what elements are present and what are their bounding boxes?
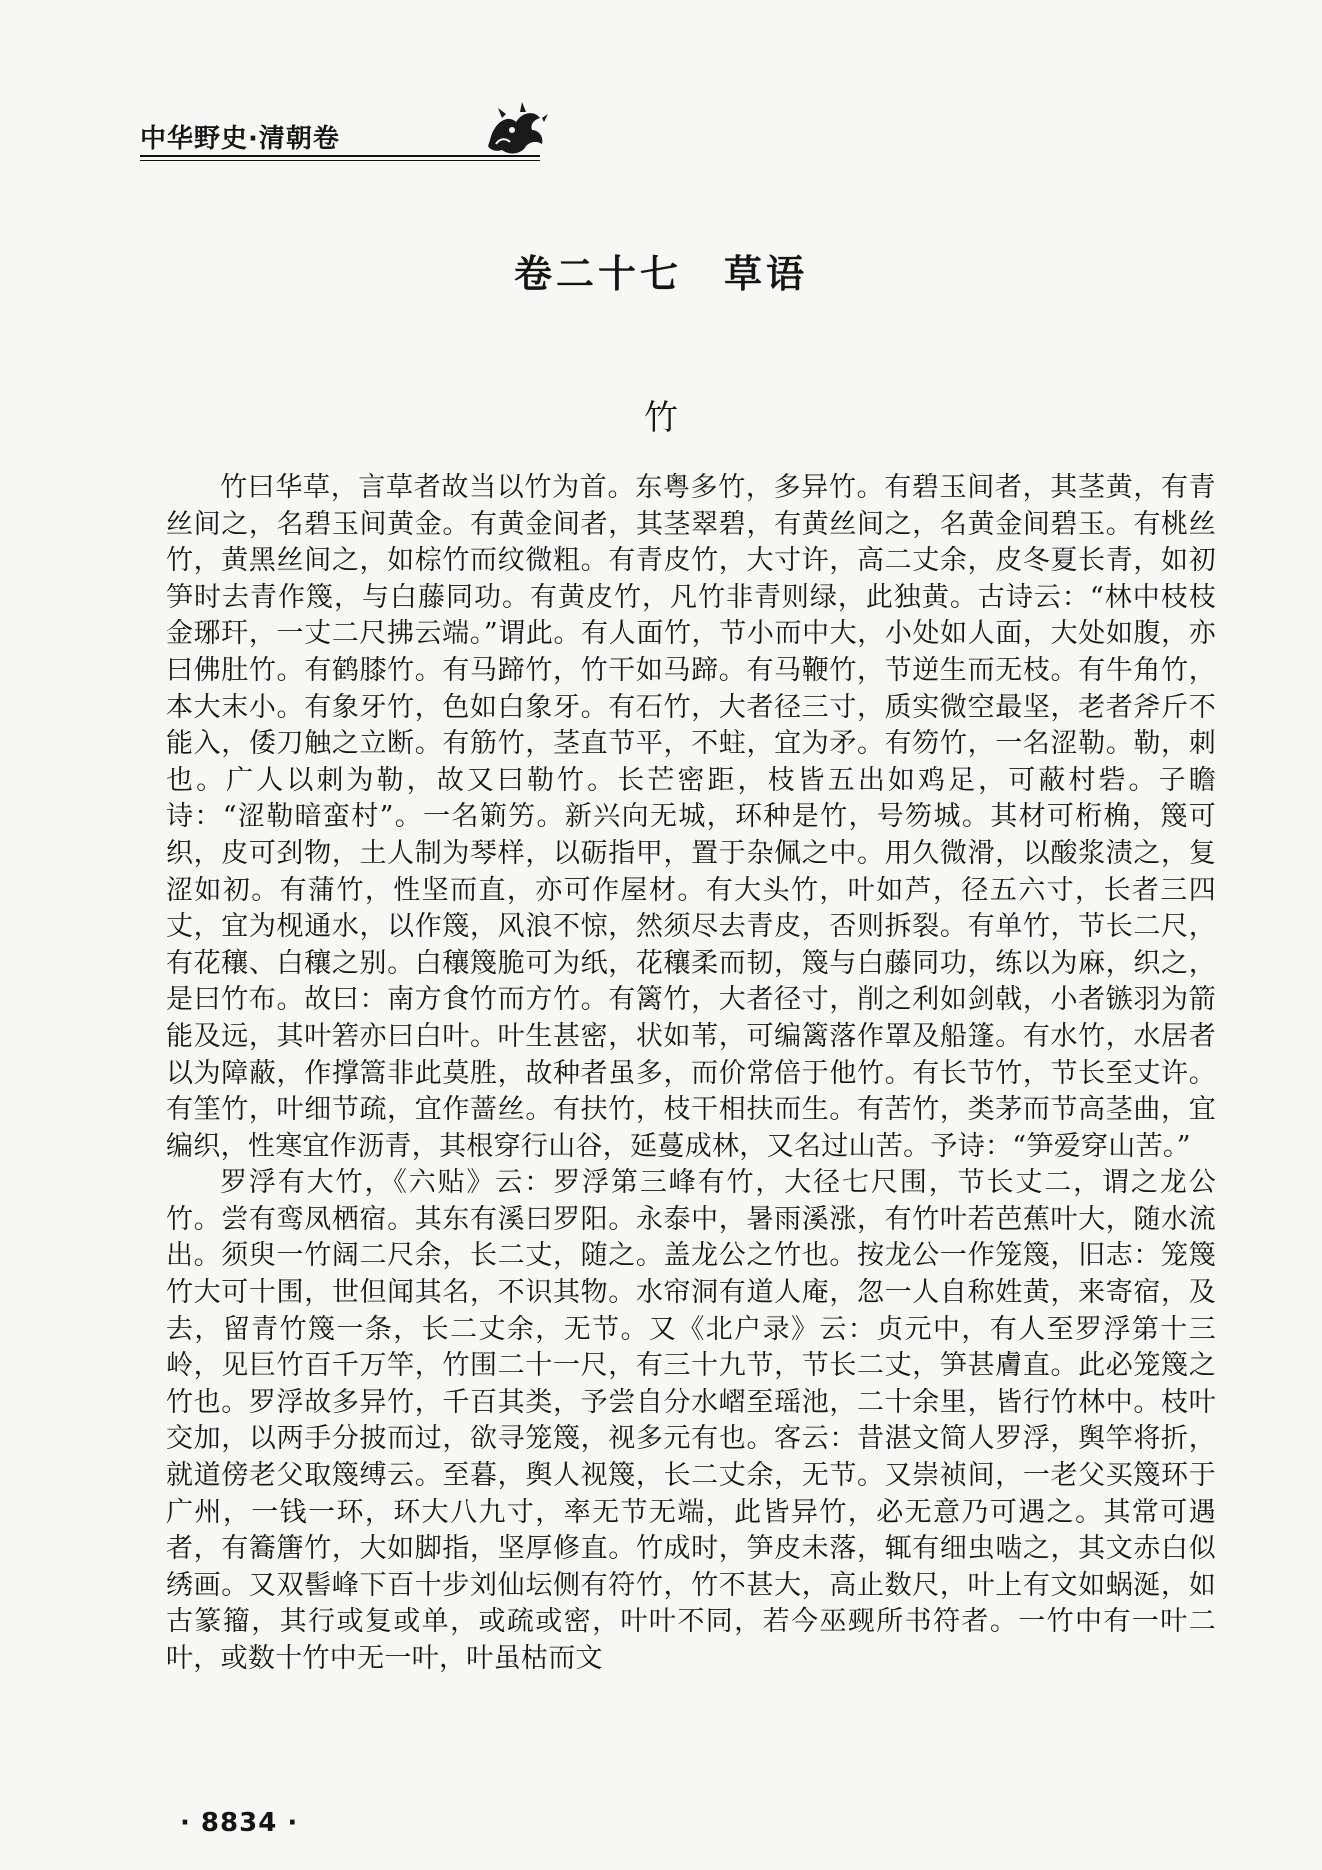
chapter-title: 卷二十七 草语 [513, 252, 808, 296]
running-header-title: 中华野史·清朝卷 [140, 124, 340, 154]
section-title: 竹 [644, 398, 678, 438]
header-rule-thin [140, 160, 540, 161]
body-text [166, 470, 1216, 1678]
dragon-emblem-icon [482, 100, 552, 160]
paragraph: 罗浮有大竹，《六贴》云：罗浮第三峰有竹，大径七尺围，节长丈二，谓之龙公竹。尝有鸾凤栖宿。其东有溪曰罗阳。永泰中，暑雨溪涨，有竹叶若芭蕉叶大，随水流出。须臾一竹阔二尺余，长二丈，随之。盖龙公之竹也。按龙公一作笼篾，旧志：笼篾竹大可十围，世但闻其名，不识其物。水帘洞有道人庵，忽一人自称姓黄，来寄宿，及去，留青竹篾一条，长二丈余，无节。又《北户录》云：贞元中，有人至罗浮第十三岭，见巨竹百千万竿，竹围二十一尺，有三十九节，节长二丈，笋甚膚直。此必笼篾之竹也。罗浮故多异竹，千百其类，予尝自分水嶍至瑶池，二十余里，皆行竹林中。枝叶交加，以两手分披而过，欲寻笼篾，视多元有也。客云：昔湛文简人罗浮，舆竿将折，就道傍老父取篾缚云。至暮，舆人视篾，长二丈余，无节。又崇祯间，一老父买篾环于广州，一钱一环，环大八九寸，率无节无端，此皆异竹，必无意乃可遇之。其常可遇者，有簥篖竹，大如脚指，坚厚修直。竹成时，笋皮未落，辄有细虫啮之，其文赤白似绣画。又双髻峰下百十步刘仙坛侧有符竹，竹不甚大，高止数尺，叶上有文如蜗涎，如古篆籀，其行或复或单，或疏或密，叶叶不同，若今巫觋所书符者。一竹中有一叶二叶，或数十竹中无一叶，叶虽枯而文 [166, 1167, 1216, 1674]
page-number: · 8834 · [180, 1808, 299, 1838]
paragraph: 竹曰华草，言草者故当以竹为首。东粤多竹，多异竹。有碧玉间者，其茎黄，有青丝间之，名碧玉间黄金。有黄金间者，其茎翠碧，有黄丝间之，名黄金间碧玉。有桃丝竹，黄黑丝间之，如棕竹而纹微粗。有青皮竹，大寸许，高二丈余，皮冬夏长青，如初笋时去青作篾，与白藤同功。有黄皮竹，凡竹非青则绿，此独黄。古诗云：“林中枝枝金琊玕，一丈二尺拂云端。”谓此。有人面竹，节小而中大，小处如人面，大处如腹，亦曰佛肚竹。有鹤膝竹。有马蹄竹，竹干如马蹄。有马鞭竹，节逆生而无枝。有牛角竹，本大末小。有象牙竹，色如白象牙。有石竹，大者径三寸，质实微空最坚，老者斧斤不能入，倭刀触之立断。有筋竹，茎直节平，不蛀，宜为矛。有笏竹，一名涩勒。勒，刺也。广人以刺为勒，故又曰勒竹。长芒密距，枝皆五出如鸡足，可蔽村砦。子瞻诗：“涩勒暗蛮村”。一名箣竻。新兴向无城，环种是竹，号笏城。其材可桁桷，篾可织，皮可刭物，土人制为琴样，以砺指甲，置于杂佩之中。用久微滑，以酸浆渍之，复涩如初。有蒲竹，性坚而直，亦可作屋材。有大头竹，叶如芦，径五六寸，长者三四丈，宜为枧通水，以作篾，风浪不惊，然须尽去青皮，否则拆裂。有单竹，节长二尺，有花穰、白穰之别。白穰篾脆可为纸，花穰柔而韧，篾与白藤同功，练以为麻，织之，是曰竹布。故曰：南方食竹而方竹。有篱竹，大者径寸，削之利如剑戟，小者镞羽为箭能及远，其叶箬亦曰白叶。叶生甚密，状如苇，可编篱落作罩及船篷。有水竹，水居者以为障蔽，作撑篙非此莫胜，故种者虽多，而价常倍于他竹。有长节竹，节长至丈许。有筀竹，叶细节疏，宜作蔷丝。有扶竹，枝干相扶而生。有苦竹，类茅而节高茎曲，宜编织，性寒宜作沥青，其根穿行山谷，延蔓成林，又名过山苦。予诗：“笋爱穿山苦。” [166, 472, 1216, 1162]
header-rule [140, 155, 540, 157]
